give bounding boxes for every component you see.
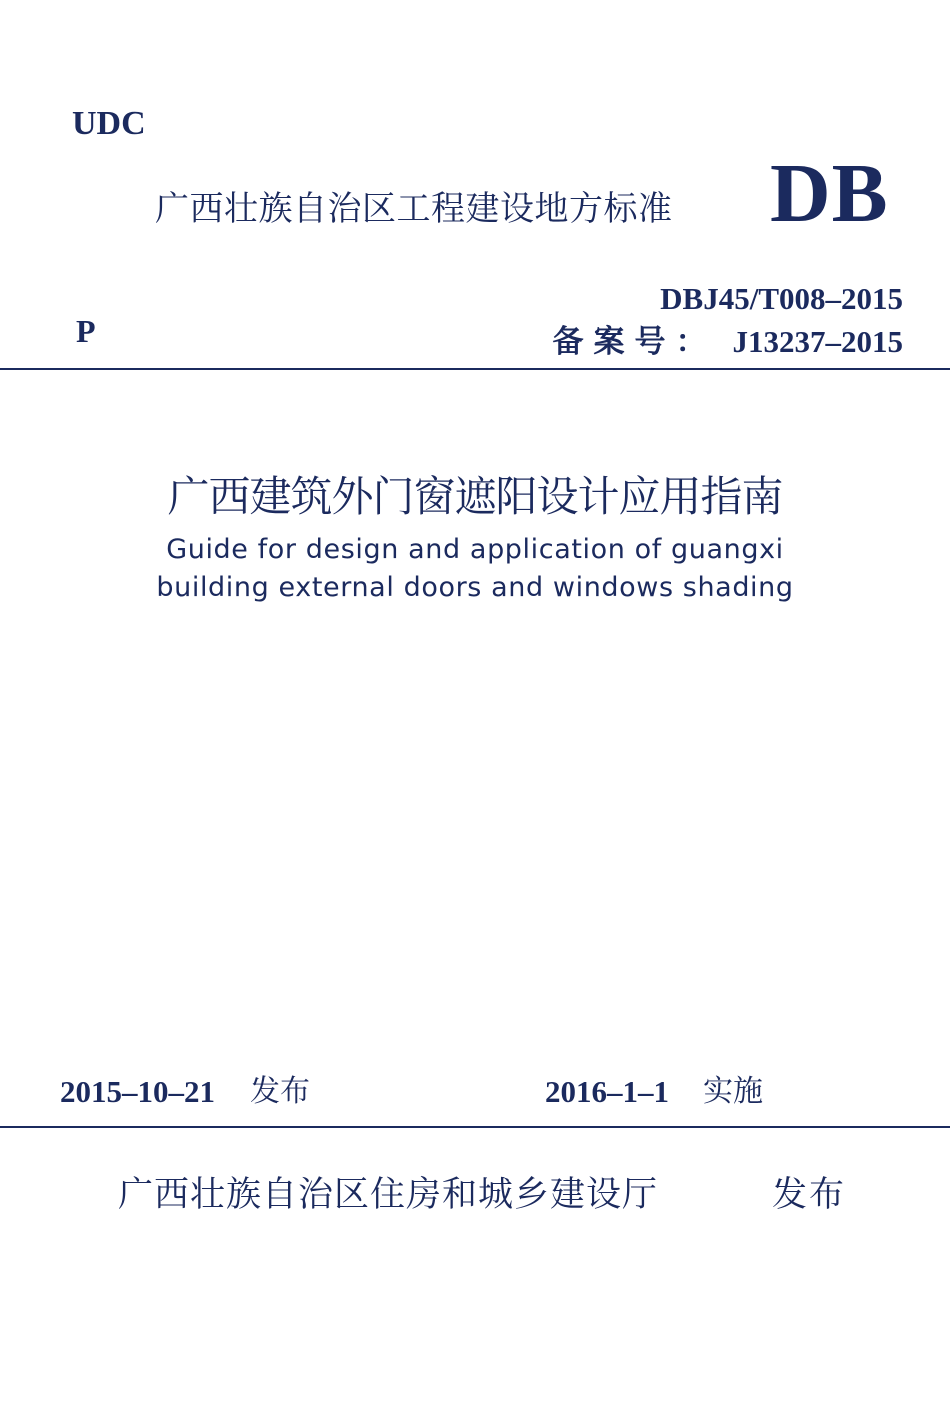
implement-label: 实施 xyxy=(703,1074,763,1109)
bottom-divider xyxy=(0,1126,950,1128)
implement-date: 2016–1–1 xyxy=(545,1074,669,1109)
record-line xyxy=(553,322,904,362)
standard-number: DBJ45/T008–2015 xyxy=(660,281,903,316)
document-title-english-line1: Guide for design and application of guangxi xyxy=(166,534,784,565)
record-label: 备案号： xyxy=(552,324,717,359)
document-title-english-line2: building external doors and windows shading xyxy=(156,572,794,603)
document-title-chinese: 广西建筑外门窗遮阳设计应用指南 xyxy=(167,472,783,521)
standard-category: 广西壮族自治区工程建设地方标准 xyxy=(155,189,673,229)
issuer-action: 发布 xyxy=(772,1175,847,1215)
db-mark: DB xyxy=(770,147,889,240)
publish-date: 2015–10–21 xyxy=(60,1074,215,1109)
top-divider xyxy=(0,368,950,370)
publish-label: 发布 xyxy=(250,1074,310,1109)
issuer: 广西壮族自治区住房和城乡建设厅 xyxy=(118,1175,659,1215)
record-number: J13237–2015 xyxy=(732,324,903,359)
udc-label: UDC xyxy=(72,105,146,142)
p-mark: P xyxy=(76,313,96,349)
